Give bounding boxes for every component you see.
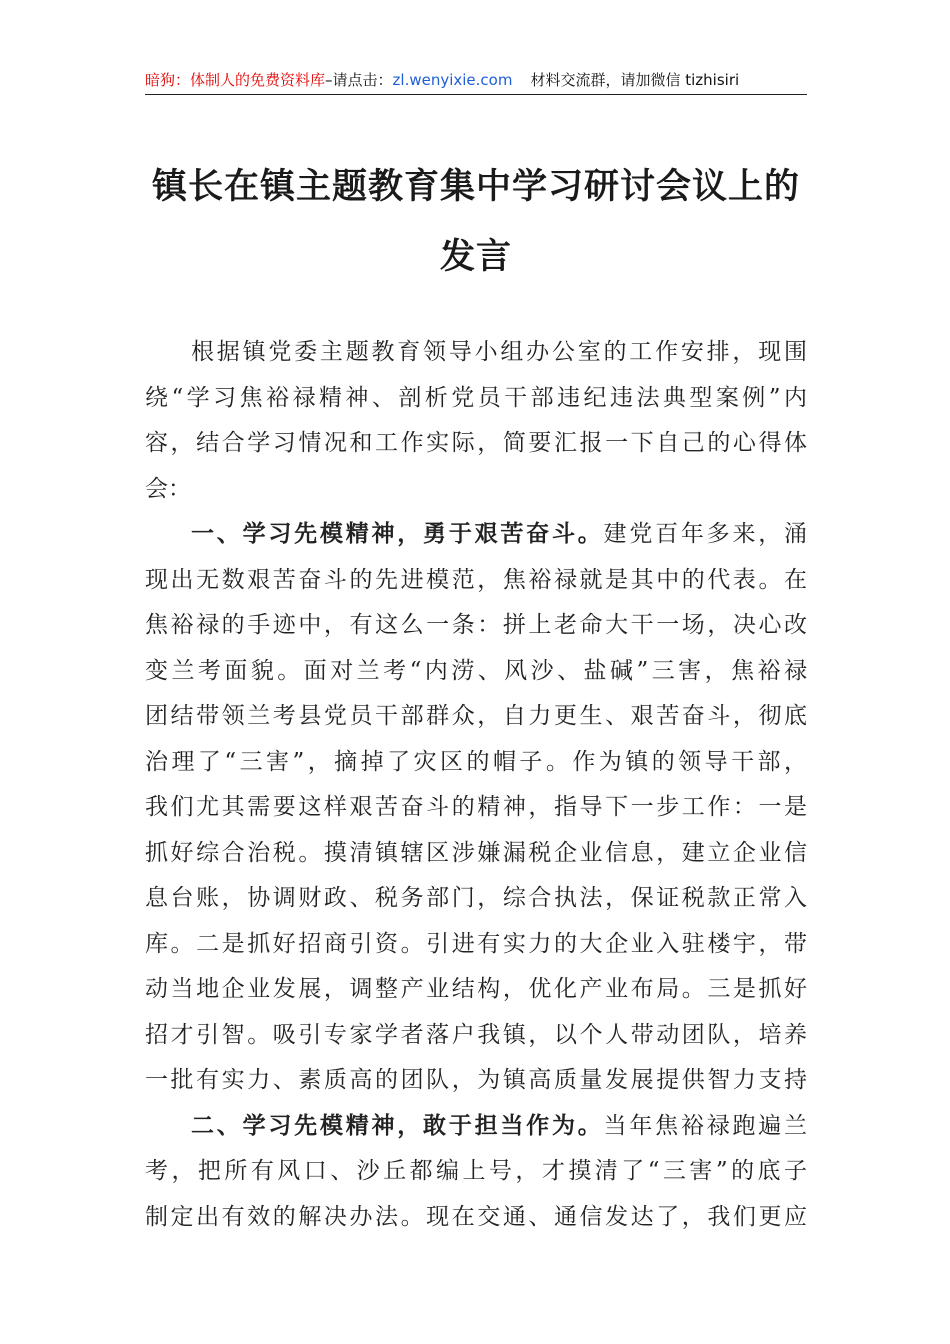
body-line: 抓好综合治税。摸清镇辖区涉嫌漏税企业信息，建立企业信 [145,839,807,866]
body-line: 焦裕禄的手迹中，有这么一条：拼上老命大干一场，决心改 [145,612,807,638]
body-line: 库。二是抓好招商引资。引进有实力的大企业入驻楼宇，带 [145,930,807,957]
body-line: 制定出有效的解决办法。现在交通、通信发达了，我们更应 [145,1203,807,1230]
header-separator: –请点击： [325,71,393,89]
document-title [145,152,807,292]
body-line: 招才引智。吸引专家学者落户我镇，以个人带动团队，培养 [145,1021,807,1048]
header-link[interactable]: zl.wenyixie.com [392,71,513,89]
page-header [145,68,807,92]
body-line: 动当地企业发展，调整产业结构，优化产业布局。三是抓好 [145,976,807,1002]
body-line: 现出无数艰苦奋斗的先进模范，焦裕禄就是其中的代表。在 [145,566,807,593]
body-line: 一批有实力、素质高的团队，为镇高质量发展提供智力支持 [145,1067,807,1093]
section2-first-line [145,1104,807,1150]
header-divider [145,94,807,95]
body-line: 治理了“三害”，摘掉了灾区的帽子。作为镇的领导干部， [145,748,807,775]
body-line: 绕“学习焦裕禄精神、剖析党员干部违纪违法典型案例”内 [145,384,807,411]
title-line-2: 发言 [439,236,512,277]
body-line: 团结带领兰考县党员干部群众，自力更生、艰苦奋斗，彻底 [145,703,807,729]
document-body [145,330,807,1240]
section1-first-line [145,512,807,558]
header-contact: 材料交流群，请加微信 tizhisiri [530,71,740,89]
section1-heading: 一、学习先模精神，勇于艰苦奋斗。 [191,521,604,547]
header-brand: 暗狗：体制人的免费资料库 [145,71,326,89]
body-line: 根据镇党委主题教育领导小组办公室的工作安排，现围 [191,339,807,365]
body-line: 容，结合学习情况和工作实际，简要汇报一下自己的心得体 [145,430,807,456]
body-line: 会： [145,475,191,502]
body-line: 息台账，协调财政、税务部门，综合执法，保证税款正常入 [145,885,807,911]
section1-first-line-rest: 建党百年多来，涌 [603,521,808,547]
body-line: 变兰考面貌。面对兰考“内涝、风沙、盐碱”三害，焦裕禄 [145,657,807,684]
section2-first-line-rest: 当年焦裕禄跑遍兰 [603,1112,808,1139]
section2-heading: 二、学习先模精神，敢于担当作为。 [191,1112,604,1139]
body-line: 考，把所有风口、沙丘都编上号，才摸清了“三害”的底子 [145,1158,807,1184]
title-line-1: 镇长在镇主题教育集中学习研讨会议上的 [151,166,800,207]
body-line: 我们尤其需要这样艰苦奋斗的精神，指导下一步工作：一是 [145,794,807,820]
